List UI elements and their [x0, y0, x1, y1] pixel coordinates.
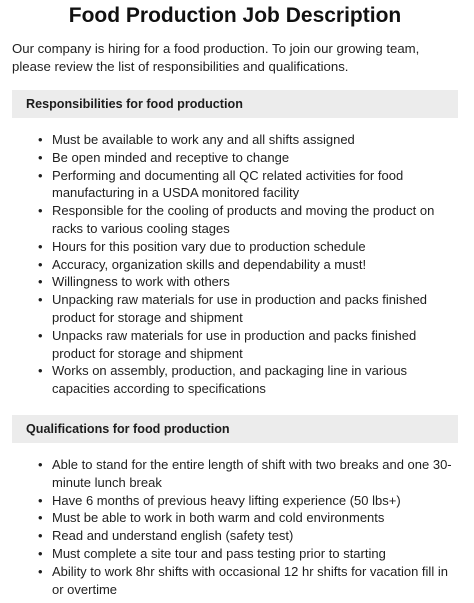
list-item-text: Works on assembly, production, and packaging line in various capacities according to specifications	[52, 363, 408, 397]
responsibilities-list	[12, 131, 458, 398]
list-item	[38, 545, 458, 563]
list-item-text: Read and understand english (safety test)	[52, 528, 294, 544]
list-item	[38, 327, 458, 363]
list-item	[38, 492, 458, 510]
bullet-icon: •	[38, 563, 43, 579]
intro-paragraph: Our company is hiring for a food production. To join our growing team, please review the list of responsibilities and qualifications.	[12, 41, 420, 74]
list-item	[38, 131, 458, 149]
list-item-text: Willingness to work with others	[52, 274, 230, 290]
list-item	[38, 362, 458, 398]
bullet-icon: •	[38, 327, 43, 343]
list-item	[38, 291, 458, 327]
list-item	[38, 563, 458, 599]
list-item	[38, 509, 458, 527]
responsibilities-heading: Responsibilities for food production	[12, 90, 458, 118]
bullet-icon: •	[38, 528, 43, 544]
bullet-icon: •	[38, 274, 43, 290]
qualifications-list	[12, 456, 458, 598]
bullet-icon: •	[38, 132, 43, 147]
list-item-text: Unpacks raw materials for use in production and packs finished product for storage and shipment	[52, 327, 417, 361]
list-item	[38, 167, 458, 203]
bullet-icon: •	[38, 363, 43, 379]
list-item-text: Ability to work 8hr shifts with occasional 12 hr shifts for vacation fill in or overtime	[52, 563, 448, 597]
bullet-icon: •	[38, 256, 43, 272]
bullet-icon: •	[38, 149, 43, 165]
list-item	[38, 273, 458, 291]
list-item-text: Have 6 months of previous heavy lifting experience (50 lbs+)	[52, 492, 401, 508]
list-item-text: Unpacking raw materials for use in production and packs finished product for storage and shipment	[52, 292, 428, 325]
list-item-text: Responsible for the cooling of products and moving the product on racks to various cooling stages	[52, 203, 435, 236]
bullet-icon: •	[38, 238, 43, 254]
bullet-icon: •	[38, 492, 43, 508]
list-item-text: Must be available to work any and all shifts assigned	[52, 132, 355, 147]
list-item	[38, 256, 458, 274]
list-item-text: Able to stand for the entire length of shift with two breaks and one 30-minute lunch break	[52, 456, 452, 490]
page-title: Food Production Job Description	[68, 4, 402, 27]
bullet-icon: •	[38, 203, 43, 219]
list-item	[38, 149, 458, 167]
list-item-text: Must complete a site tour and pass testing prior to starting	[52, 545, 386, 561]
list-item-text: Performing and documenting all QC related activities for food manufacturing in a USDA monitored facility	[52, 167, 404, 201]
bullet-icon: •	[38, 167, 43, 183]
list-item	[38, 202, 458, 238]
list-item	[38, 527, 458, 545]
qualifications-heading: Qualifications for food production	[12, 415, 458, 443]
list-item-text: Must be able to work in both warm and cold environments	[52, 510, 385, 526]
bullet-icon: •	[38, 456, 43, 472]
list-item-text: Be open minded and receptive to change	[52, 149, 290, 165]
list-item-text: Hours for this position vary due to production schedule	[52, 238, 366, 254]
bullet-icon: •	[38, 292, 43, 308]
list-item	[38, 456, 458, 492]
list-item-text: Accuracy, organization skills and dependability a must!	[52, 256, 367, 272]
bullet-icon: •	[38, 545, 43, 561]
bullet-icon: •	[38, 510, 43, 526]
list-item	[38, 238, 458, 256]
